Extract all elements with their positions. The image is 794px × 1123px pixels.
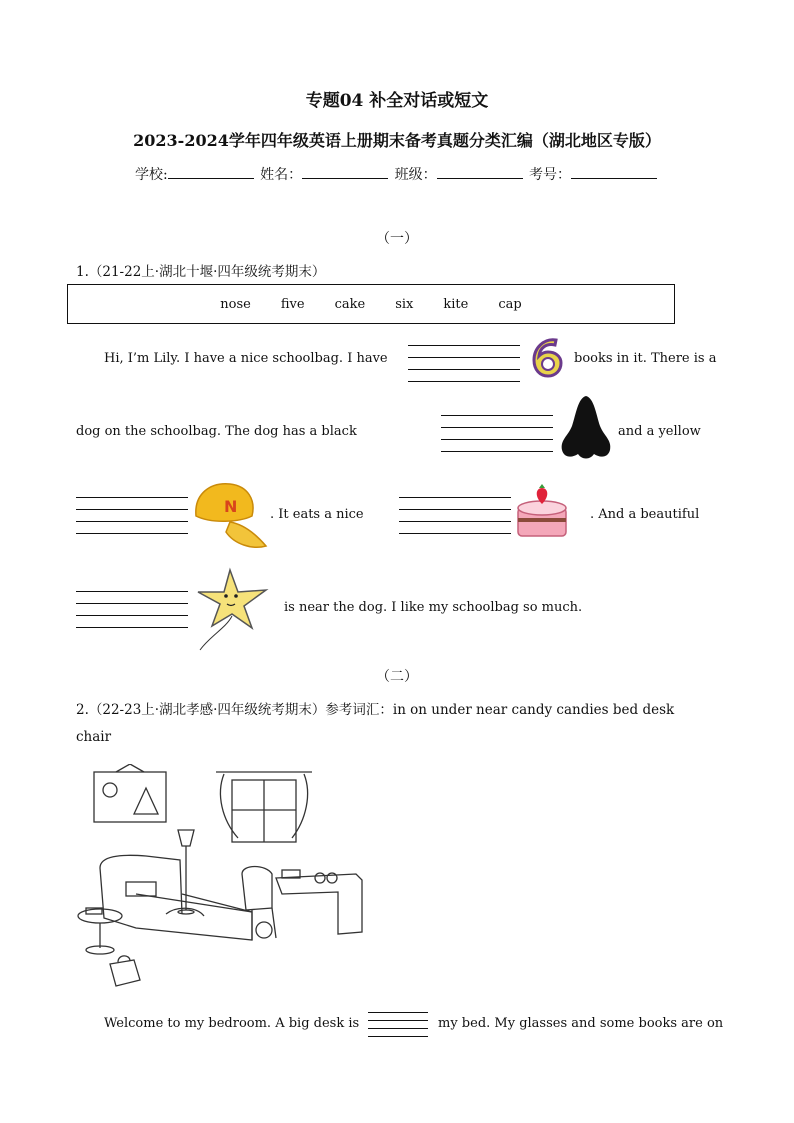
word-bank-item: six [395, 296, 414, 312]
class-label: 班级： [394, 167, 437, 183]
passage-text: Welcome to my bedroom. A big desk is [104, 1016, 360, 1031]
question-2-header: 2.（22-23上·湖北孝感·四年级统考期末）参考词汇：in on under near candy candies bed desk [76, 702, 675, 718]
answer-blank-6[interactable] [368, 1008, 428, 1037]
section-heading-2: （二） [376, 669, 418, 685]
word-bank-item: five [280, 296, 305, 312]
question-2-header-cont: chair [76, 729, 112, 745]
number-label: 考号： [529, 167, 572, 183]
cake-icon [512, 482, 572, 542]
student-info-row [0, 164, 794, 184]
passage-text: . And a beautiful [590, 507, 700, 522]
school-label: 学校: [134, 167, 168, 183]
passage-text: is near the dog. I like my schoolbag so much. [284, 600, 583, 615]
kite-icon [196, 566, 270, 652]
word-bank-item: cake [334, 296, 366, 312]
answer-blank-3[interactable] [76, 486, 188, 534]
school-blank[interactable] [168, 164, 254, 179]
word-bank-item: kite [443, 296, 469, 312]
class-blank[interactable] [437, 164, 523, 179]
page-title: 专题04 补全对话或短文 [305, 91, 489, 111]
svg-text:N: N [224, 497, 238, 516]
passage-text: and a yellow [618, 424, 701, 439]
number-blank[interactable] [571, 164, 657, 179]
section-heading-1: （一） [376, 231, 418, 247]
word-bank-box [67, 284, 675, 324]
answer-blank-2[interactable] [441, 404, 553, 452]
question-1-header: 1.（21-22上·湖北十堰·四年级统考期末） [76, 264, 326, 280]
answer-blank-5[interactable] [76, 580, 188, 628]
page-subtitle: 2023-2024学年四年级英语上册期末备考真题分类汇编（湖北地区专版） [133, 131, 661, 150]
passage-text: dog on the schoolbag. The dog has a black [76, 424, 357, 439]
answer-blank-1[interactable] [408, 334, 520, 382]
passage-text: books in it. There is a [574, 351, 717, 366]
word-bank-item: cap [498, 296, 522, 312]
cap-icon [190, 476, 270, 554]
six-icon [526, 334, 568, 380]
passage-text: Hi, I’m Lily. I have a nice schoolbag. I have [104, 351, 388, 366]
nose-icon [558, 394, 614, 464]
word-bank-item: nose [220, 296, 251, 312]
passage-text: my bed. My glasses and some books are on [438, 1016, 724, 1031]
passage-text: . It eats a nice [270, 507, 364, 522]
name-label: 姓名： [260, 167, 303, 183]
name-blank[interactable] [302, 164, 388, 179]
bedroom-illustration [76, 764, 366, 994]
answer-blank-4[interactable] [399, 486, 511, 534]
